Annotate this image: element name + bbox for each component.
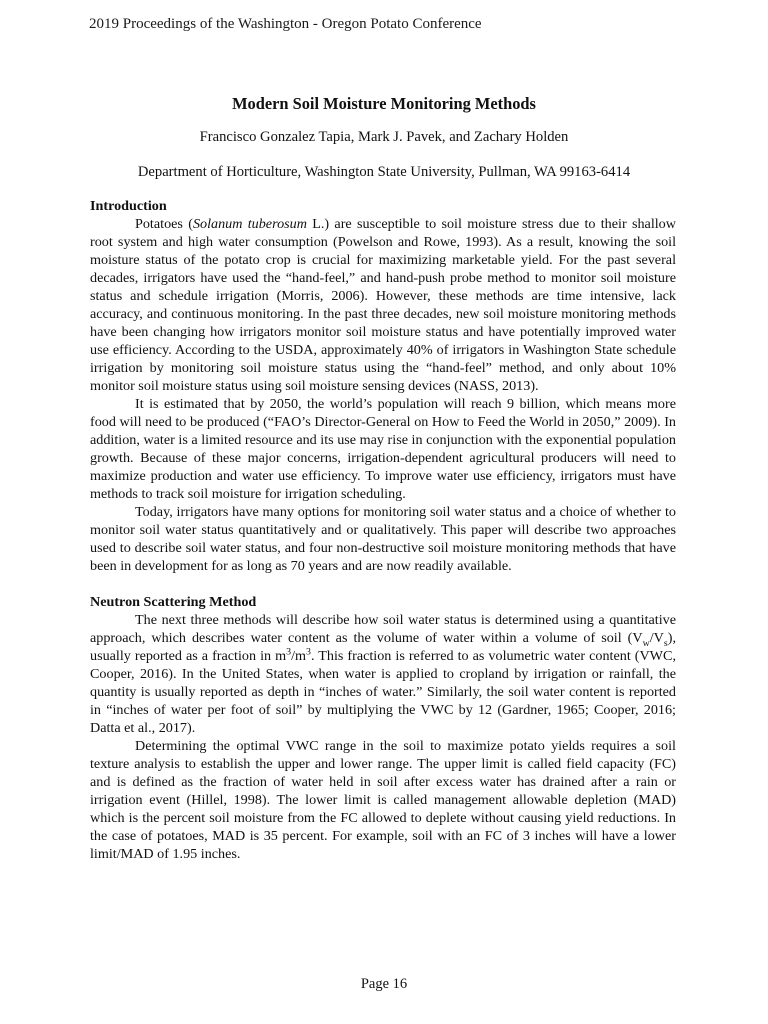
- text-run: . This fraction is referred to as volumetric water content (VWC, Cooper, 2016). In the United States, when water is applied to cropland by irrigation or rainfall, the quantity is usually reported as depth in “inches of water.” Similarly, the soil water content is reported in “inches of water per foot of soil” by multiplying the VWC by 12 (Gardner, 1965; Cooper, 2016; Datta et al., 2017).: [90, 648, 676, 736]
- subscript: w: [642, 637, 650, 649]
- paper-title: Modern Soil Moisture Monitoring Methods: [232, 94, 536, 113]
- text-run: The next three methods will describe how soil water status is determined using a quantitative approach, which describes water content as the volume of water within a volume of soil (V: [90, 612, 676, 646]
- text-run: Potatoes (: [135, 216, 193, 232]
- section-heading-neutron: Neutron Scattering Method: [90, 594, 257, 610]
- neutron-paragraph-1: [90, 611, 676, 737]
- text-run: L.) are susceptible to soil moisture stress due to their shallow root system and high water consumption (Powelson and Rowe, 1993). As a result, knowing the soil moisture status of the potato crop is crucial for maximizing marketable yield. For the past several decades, irrigators have used the “hand-feel,” and hand-push probe method to monitor soil moisture status and schedule irrigation (Morris, 2006). However, these methods are time intensive, lack accuracy, and continuous monitoring. In the past three decades, new soil moisture monitoring methods have been changing how irrigators monitor soil moisture status and have potentially improved water use efficiency. According to the USDA, approximately 40% of irrigators in Washington State schedule irrigation by monitoring soil moisture status using the “hand-feel” method, and only about 10% monitor soil moisture status using soil moisture sensing devices (NASS, 2013).: [90, 216, 676, 394]
- body-text: [90, 197, 676, 863]
- text-run: ), usually reported as a fraction in m: [90, 630, 676, 664]
- intro-paragraph-1: [90, 215, 676, 395]
- species-name: Solanum tuberosum: [192, 216, 307, 232]
- section-spacer: [90, 575, 676, 593]
- superscript: 3: [286, 646, 292, 658]
- affiliation: Department of Horticulture, Washington State University, Pullman, WA 99163-6414: [137, 164, 631, 180]
- subscript: s: [663, 637, 668, 649]
- intro-paragraph-2: It is estimated that by 2050, the world’s population will reach 9 billion, which means more food will need to be produced (“FAO’s Director-General on How to Feed the World in 2050,” 2009). In addition, water is a limited resource and its use may rise in conjunction with the exponential population growth. Because of these major concerns, irrigation-dependent agricultural producers will need to maximize production and water use efficiency. To improve water use efficiency, irrigators must have methods to track soil moisture for irrigation scheduling.: [90, 396, 676, 502]
- neutron-paragraph-2: Determining the optimal VWC range in the soil to maximize potato yields requires a soil texture analysis to establish the upper and lower range. The upper limit is called field capacity (FC) and is defined as the fraction of water held in soil after excess water has drained after a rain or irrigation event (Hillel, 1998). The lower limit is called management allowable depletion (MAD) which is the percent soil moisture from the FC allowed to deplete without causing yield reductions. In the case of potatoes, MAD is 35 percent. For example, soil with an FC of 3 inches will have a lower limit/MAD of 1.95 inches.: [90, 738, 676, 862]
- superscript: 3: [306, 646, 311, 658]
- text-run: /m: [291, 648, 306, 664]
- running-header: 2019 Proceedings of the Washington - Oregon Potato Conference: [89, 16, 482, 32]
- title-block: [0, 94, 768, 181]
- authors: Francisco Gonzalez Tapia, Mark J. Pavek, and Zachary Holden: [199, 129, 569, 145]
- page-number: Page 16: [360, 976, 408, 992]
- section-heading-introduction: Introduction: [90, 198, 167, 214]
- text-run: /V: [649, 630, 664, 646]
- intro-paragraph-3: Today, irrigators have many options for monitoring soil water status and a choice of whether to monitor soil water status quantitatively and or qualitatively. This paper will describe two approaches used to describe soil water status, and four non-destructive soil moisture monitoring methods that have been in development for as long as 70 years and are now readily available.: [90, 504, 676, 574]
